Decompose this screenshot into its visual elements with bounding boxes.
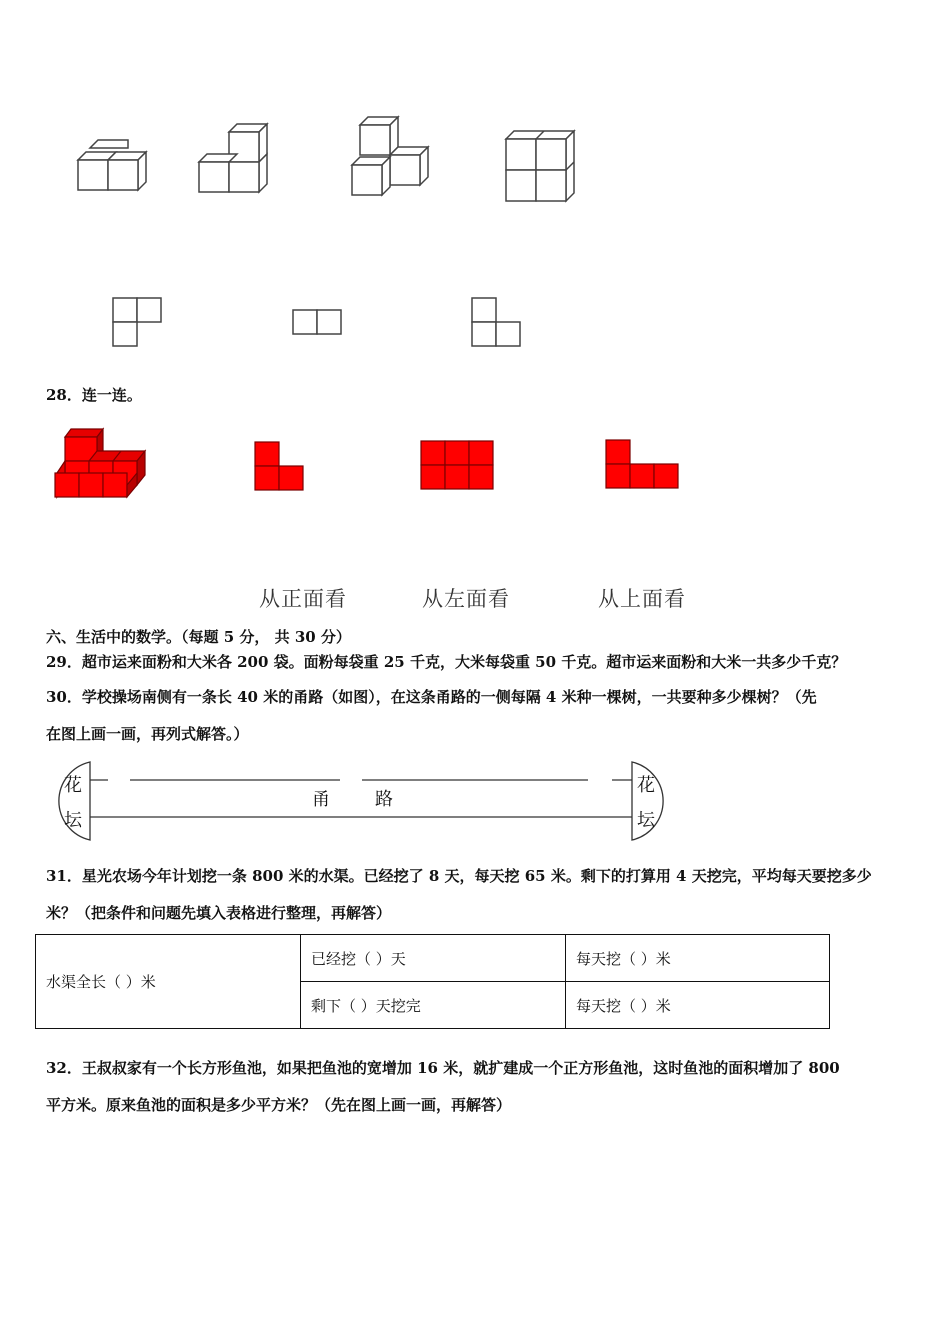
cube-figure-4	[504, 129, 580, 203]
question-30-line2: 在图上画一画，再列式解答。）	[46, 725, 249, 743]
question-29: 29．超市运来面粉和大米各 200 袋。面粉每袋重 25 千克，大米每袋重 50 千克。超市运来面粉和大米一共多少千克？	[46, 653, 847, 671]
road-label-char2: 路	[375, 789, 393, 810]
red-cube-figure	[53, 427, 149, 499]
cell-daily-dug: 每天挖（ ）米	[566, 935, 830, 982]
question-32-line2: 平方米。原来鱼池的面积是多少平方米？（先在图上画一画，再解答）	[46, 1096, 512, 1114]
view-shape-2	[291, 308, 343, 336]
cell-canal-length: 水渠全长（ ）米	[36, 935, 301, 1029]
label-left-view: 从左面看	[422, 587, 510, 611]
question-31-line2: 米？（把条件和问题先填入表格进行整理，再解答）	[46, 904, 392, 922]
flower-bed-left-char2: 坛	[64, 810, 82, 831]
road-label-char1: 甬	[312, 789, 330, 810]
cube-figure-3	[350, 115, 434, 197]
red-view-block	[419, 439, 495, 491]
question-32-line1: 32．王叔叔家有一个长方形鱼池，如果把鱼池的宽增加 16 米，就扩建成一个正方形鱼池，这时鱼池的面积增加了 800	[46, 1059, 840, 1077]
road-lines	[48, 760, 674, 842]
red-view-long-l	[604, 438, 680, 490]
road-diagram	[48, 760, 674, 842]
view-shape-3	[470, 296, 522, 348]
flower-bed-right-char2: 坛	[637, 810, 655, 831]
cell-remaining-days: 剩下（ ）天挖完	[301, 982, 566, 1029]
cell-daily-remaining: 每天挖（ ）米	[566, 982, 830, 1029]
section-6-heading: 六、生活中的数学。（每题 5 分， 共 30 分）	[46, 628, 351, 646]
cube-figure-2	[197, 122, 271, 194]
condition-table	[35, 934, 830, 1029]
question-30-line1: 30．学校操场南侧有一条长 40 米的甬路（如图），在这条甬路的一侧每隔 4 米种一棵树，一共要种多少棵树？（先	[46, 688, 817, 706]
flower-bed-right-char1: 花	[637, 775, 655, 796]
label-front-view: 从正面看	[259, 587, 347, 611]
question-28-label: 28．连一连。	[46, 386, 142, 404]
cell-days-dug: 已经挖（ ）天	[301, 935, 566, 982]
label-top-view: 从上面看	[598, 587, 686, 611]
question-31-line1: 31．星光农场今年计划挖一条 800 米的水渠。已经挖了 8 天，每天挖 65 米。剩下的打算用 4 天挖完，平均每天要挖多少	[46, 867, 872, 885]
flower-bed-left-char1: 花	[64, 775, 82, 796]
view-shape-1	[111, 296, 163, 348]
cube-figure-1	[76, 138, 152, 192]
red-view-l-shape	[253, 440, 305, 492]
